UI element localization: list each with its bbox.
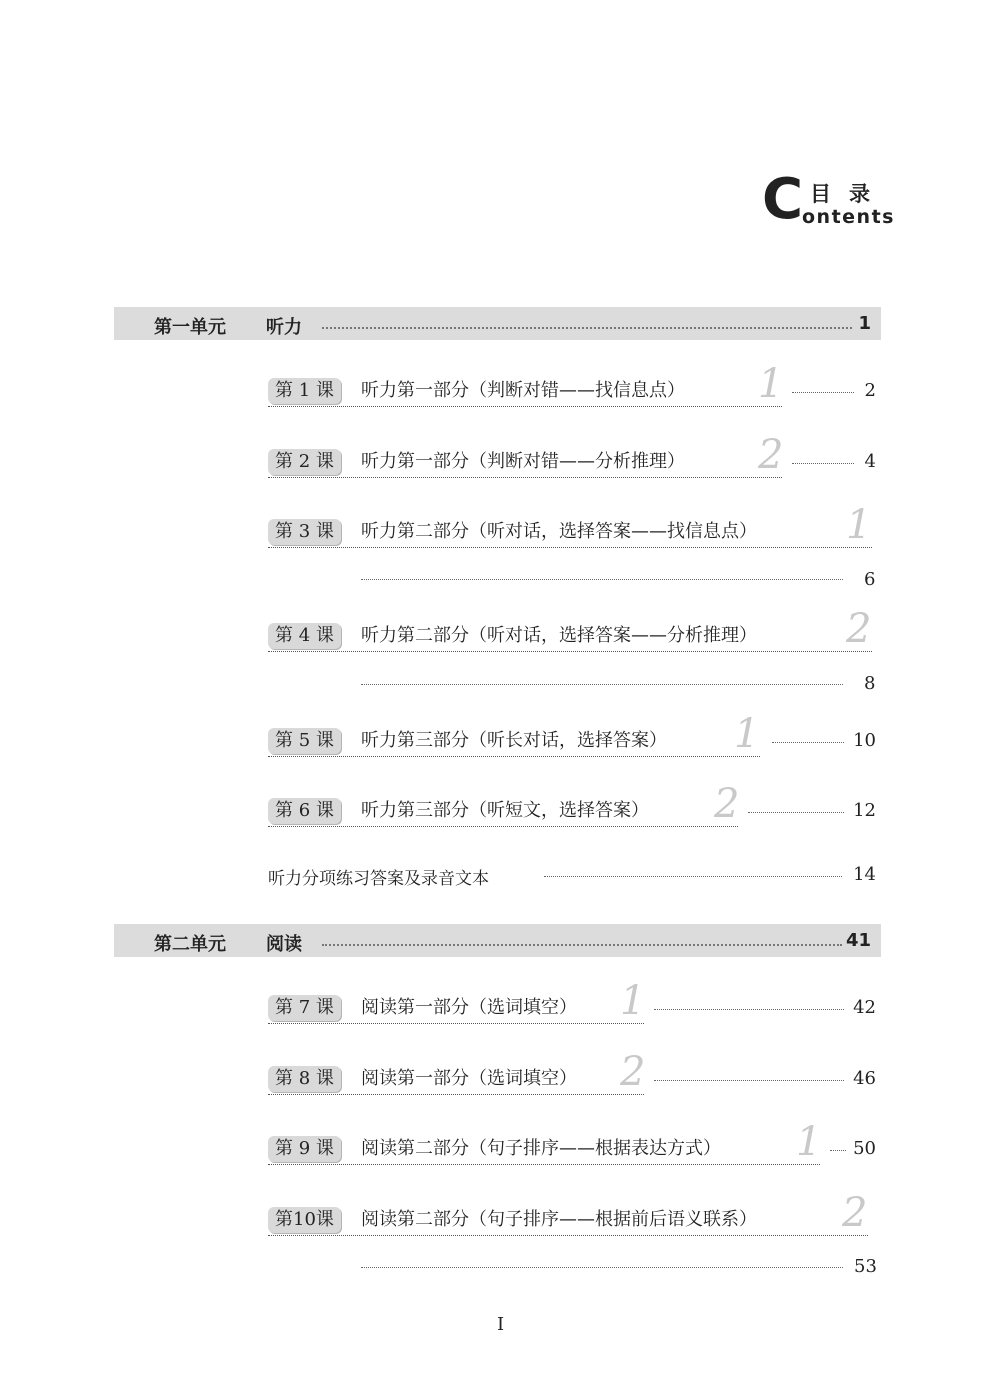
level-number: 1 bbox=[620, 978, 646, 1024]
leader-dots bbox=[792, 392, 854, 393]
title-underline bbox=[268, 651, 872, 652]
title-underline bbox=[268, 1235, 868, 1236]
page-number: 2 bbox=[864, 380, 876, 401]
answers-and-scripts-item[interactable] bbox=[268, 864, 876, 888]
lesson-title: 听力第三部分（听短文，选择答案） bbox=[361, 800, 649, 821]
leader-dots bbox=[654, 1009, 844, 1010]
title-underline bbox=[268, 477, 782, 478]
title-en: ontents bbox=[802, 206, 895, 228]
lesson-title: 阅读第二部分（句子排序——根据表达方式） bbox=[361, 1138, 721, 1159]
leader-dots bbox=[654, 1080, 844, 1081]
page-number: 8 bbox=[864, 673, 876, 694]
lesson-7[interactable] bbox=[268, 978, 876, 1031]
level-number: 2 bbox=[842, 1190, 868, 1236]
title-underline bbox=[268, 1023, 644, 1024]
page-number: 14 bbox=[853, 864, 876, 885]
leader-dots bbox=[792, 463, 854, 464]
leader-dots bbox=[361, 579, 843, 580]
level-number: 2 bbox=[620, 1049, 646, 1095]
leader-dots bbox=[361, 1267, 843, 1268]
lesson-badge: 第 3 课 bbox=[268, 519, 341, 545]
lesson-badge: 第 7 课 bbox=[268, 995, 341, 1021]
level-number: 1 bbox=[796, 1119, 822, 1165]
lesson-badge: 第 4 课 bbox=[268, 623, 341, 649]
lesson-badge: 第 5 课 bbox=[268, 728, 341, 754]
page-number: 4 bbox=[864, 451, 876, 472]
lesson-2[interactable] bbox=[268, 432, 876, 485]
lesson-title: 听力第二部分（听对话，选择答案——找信息点） bbox=[361, 521, 757, 542]
contents-logo bbox=[762, 167, 895, 232]
title-underline bbox=[268, 406, 782, 407]
lesson-title: 听力第一部分（判断对错——找信息点） bbox=[361, 380, 685, 401]
lesson-badge: 第 1 课 bbox=[268, 378, 341, 404]
leader-dots bbox=[361, 684, 843, 685]
leader-dots bbox=[748, 812, 844, 813]
page-number: 53 bbox=[854, 1256, 877, 1277]
lesson-badge: 第 2 课 bbox=[268, 449, 341, 475]
lesson-8[interactable] bbox=[268, 1049, 876, 1102]
lesson-title: 听力第一部分（判断对错——分析推理） bbox=[361, 451, 685, 472]
unit-title: 阅读 bbox=[266, 934, 302, 955]
level-number: 1 bbox=[734, 711, 760, 757]
page-number: 42 bbox=[853, 997, 876, 1018]
page-number: 1 bbox=[858, 313, 871, 334]
unit-2-bar[interactable] bbox=[114, 924, 881, 957]
lesson-9[interactable] bbox=[268, 1119, 876, 1172]
lesson-title: 听力第二部分（听对话，选择答案——分析推理） bbox=[361, 625, 757, 646]
leader-dots bbox=[322, 327, 852, 329]
lesson-1[interactable] bbox=[268, 361, 876, 414]
page-number: 12 bbox=[853, 800, 876, 821]
page-number: 46 bbox=[853, 1068, 876, 1089]
lesson-title: 阅读第一部分（选词填空） bbox=[361, 997, 577, 1018]
logo-letter-c: C bbox=[762, 167, 804, 232]
lesson-badge: 第10课 bbox=[268, 1207, 341, 1233]
unit-label: 第二单元 bbox=[154, 934, 226, 955]
unit-label: 第一单元 bbox=[154, 317, 226, 338]
leader-dots bbox=[322, 944, 842, 946]
title-underline bbox=[268, 547, 872, 548]
lesson-title: 听力第三部分（听长对话，选择答案） bbox=[361, 730, 667, 751]
lesson-badge: 第 9 课 bbox=[268, 1136, 341, 1162]
level-number: 1 bbox=[846, 502, 872, 548]
lesson-title: 阅读第二部分（句子排序——根据前后语义联系） bbox=[361, 1209, 757, 1230]
title-zh: 目录 bbox=[810, 182, 888, 206]
lesson-badge: 第 8 课 bbox=[268, 1066, 341, 1092]
lesson-4[interactable] bbox=[268, 606, 876, 659]
page-number: 41 bbox=[845, 930, 871, 951]
page-number: 50 bbox=[853, 1138, 876, 1159]
lesson-3[interactable] bbox=[268, 502, 876, 555]
level-number: 2 bbox=[846, 606, 872, 652]
lesson-5[interactable] bbox=[268, 711, 876, 764]
lesson-10[interactable] bbox=[268, 1190, 876, 1243]
level-number: 1 bbox=[758, 361, 784, 407]
extra-title: 听力分项练习答案及录音文本 bbox=[268, 869, 489, 889]
level-number: 2 bbox=[758, 432, 784, 478]
page-number: 10 bbox=[853, 730, 876, 751]
title-underline bbox=[268, 756, 760, 757]
title-underline bbox=[268, 1094, 644, 1095]
footer-page-number: I bbox=[496, 1314, 505, 1335]
leader-dots bbox=[830, 1150, 846, 1151]
unit-1-bar[interactable] bbox=[114, 307, 881, 340]
leader-dots bbox=[544, 876, 842, 877]
title-underline bbox=[268, 826, 738, 827]
level-number: 2 bbox=[714, 781, 740, 827]
unit-title: 听力 bbox=[266, 317, 302, 338]
lesson-title: 阅读第一部分（选词填空） bbox=[361, 1068, 577, 1089]
lesson-6[interactable] bbox=[268, 781, 876, 834]
page-number: 6 bbox=[864, 569, 876, 590]
lesson-badge: 第 6 课 bbox=[268, 798, 341, 824]
leader-dots bbox=[772, 742, 844, 743]
title-underline bbox=[268, 1164, 820, 1165]
